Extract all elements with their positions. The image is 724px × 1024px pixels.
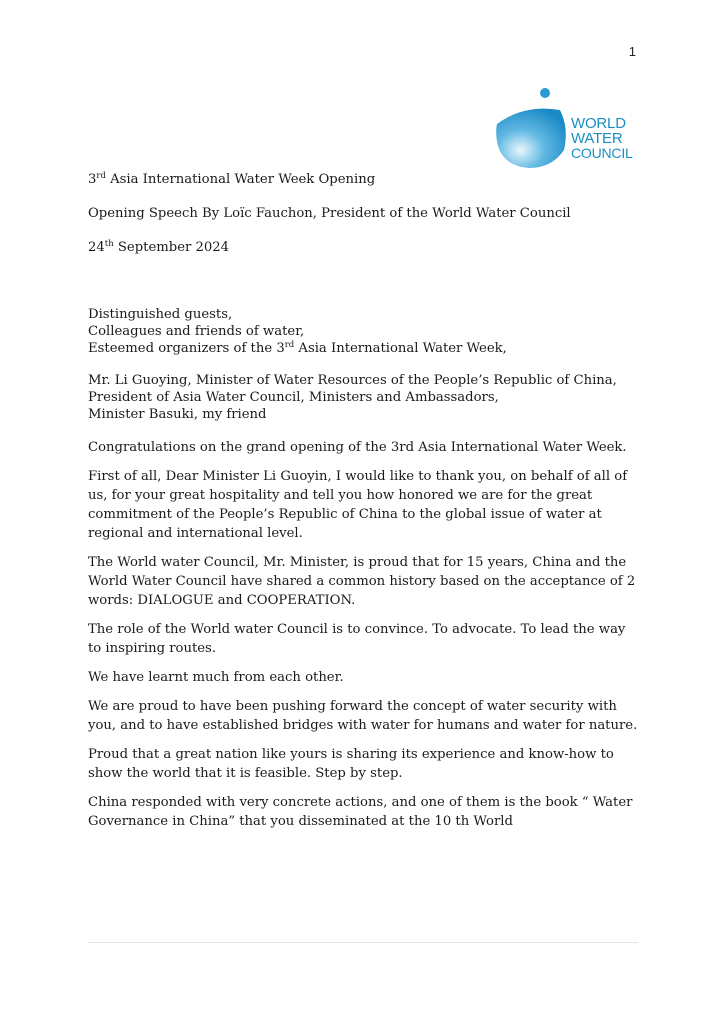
salutation-line: Distinguished guests, xyxy=(88,307,233,322)
speech-date: 24th September 2024 xyxy=(88,239,230,255)
event-title: 3rd Asia International Water Week Opening xyxy=(88,171,376,187)
world-water-council-logo xyxy=(494,84,644,174)
logo-line-1: WORLD xyxy=(571,115,626,132)
logo-line-2: WATER xyxy=(571,130,623,147)
salutation xyxy=(88,306,638,357)
paragraph: The role of the World water Council is to convince. To advocate. To lead the way to inspiring routes. xyxy=(88,622,626,656)
salutation-line: Esteemed organizers of the 3rd Asia International Water Week, xyxy=(88,340,507,356)
dignitary-line: Mr. Li Guoying, Minister of Water Resources of the People’s Republic of China, xyxy=(88,373,617,388)
paragraph: Proud that a great nation like yours is sharing its experience and know-how to show the world that it is feasible. Step by step. xyxy=(88,747,614,781)
page-number: 1 xyxy=(628,44,636,59)
paragraph: China responded with very concrete actions, and one of them is the book “ Water Governance in China” that you disseminated at the 10 th World xyxy=(88,795,633,829)
dignitary-line: Minister Basuki, my friend xyxy=(88,407,267,422)
logo-line-3: COUNCIL xyxy=(571,145,633,161)
document-body xyxy=(88,170,638,841)
paragraph: We are proud to have been pushing forward the concept of water security with you, and to have established bridges with water for humans and water for nature. xyxy=(88,699,638,733)
paragraph: The World water Council, Mr. Minister, is proud that for 15 years, China and the World Water Council have shared a common history based on the acceptance of 2 words: DIALOGUE and COOPERATION. xyxy=(88,555,636,608)
footer-divider xyxy=(88,942,638,943)
paragraph: Congratulations on the grand opening of the 3rd Asia International Water Week. xyxy=(88,440,627,455)
paragraph: We have learnt much from each other. xyxy=(88,670,344,685)
speech-title: Opening Speech By Loïc Fauchon, President of the World Water Council xyxy=(88,206,571,221)
dignitaries xyxy=(88,372,638,423)
paragraph: First of all, Dear Minister Li Guoyin, I would like to thank you, on behalf of all of us, for your great hospitality and tell you how honored we are for the great commitment of the People’s Republic of China to the global issue of water at regional and international level. xyxy=(88,469,628,541)
salutation-line: Colleagues and friends of water, xyxy=(88,324,305,339)
dignitary-line: President of Asia Water Council, Ministers and Ambassadors, xyxy=(88,390,499,405)
